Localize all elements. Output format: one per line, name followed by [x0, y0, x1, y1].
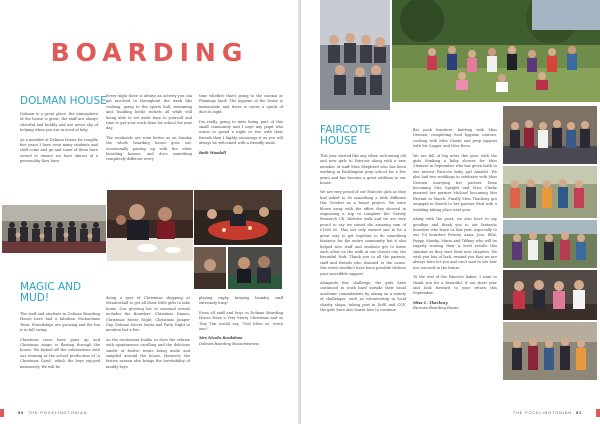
dolman-column-2: [106, 94, 192, 167]
faircote-group-photo-1: [503, 106, 597, 164]
paragraph: As the excitement builds so does the volume with spontaneous carolling and the delicious smells of festive treats being made and sampled around the house. However, the festive season also brings the inevitability of muddy boys: [106, 337, 190, 369]
right-footer: [513, 410, 586, 415]
left-footer: [14, 410, 87, 415]
paragraph: To the rest of the Faircote ladies, I want to thank you for a beautiful, if not short year and look forward to your return this September.: [413, 275, 497, 296]
paragraph: doing a spot of Christmas shopping at Meadowhall to get all those little gifts to take home. Our growing list of seasonal events includes the Boarders' Christmas Dinner, Christmas Movie Night, Christmas Jumper Day, Dolman Secret Santa and Party Night to mention but a few.: [106, 296, 190, 333]
paragraph: Alongside this challenge, the girls have continued to work hard outside their usual academic commitments by taking on a variety of challenges, such as volunteering in local charity shops, taking part in DofE and CCF, the girls have also learnt how to continue: [320, 280, 406, 312]
signature: Beth Woodall: [199, 150, 226, 155]
faircote-group-photo-3: [503, 220, 597, 268]
dolman-dinner-photo: [107, 190, 193, 261]
left-page: [0, 0, 299, 424]
magic-and-mud-heading: [20, 282, 81, 304]
paragraph: Along with the good, we also have to say goodbye and thank you to our fantastic boarders who leave us this year, especially to our U6 boarders Pewtey, Anna, Jess, Ellie, Poppy, Maisky, Maria and Tiffany who will be eagerly waiting their A level results this summer as they start their new chapters. We wish you lots of luck, remind you that we are always here for you and can't wait to see how you succeed in the future.: [413, 217, 497, 270]
heading-line: HOUSE: [320, 135, 358, 147]
faircote-house-heading: [320, 125, 371, 147]
paragraph: The staff and students in Dolman Boarding House have had a fabulous Michaelmas Term. Friendships are growing and the fun is in full swing.: [20, 312, 100, 333]
paragraph: We are very proud of our Faircote girls as they had asked to do something a little different this October as a house project. We were blown away with the effort they showed in organising a trip to complete the Gravity Research UK 5kMetre walk and we are very proud to say we raised the amazing sum of £1000.00. This not only earned one to be a great way to get together to do something fantastic for the entire community but it also helped new staff and students get to know each other on the walk at our closest city, the beautiful York. Thank you to all the parents, staff and friends who donated to the cause. this event wouldn't have been possible without your incredible support.: [320, 190, 406, 276]
page-title: BOARDING: [50, 38, 249, 67]
dolman-students-photo: [228, 247, 282, 289]
dolman-group-photo: [2, 205, 106, 253]
faircote-group-photo-2: [503, 166, 597, 218]
paragraph: I'm really going to miss being part of this small community and I urge any pupil who wants to spend a night or two with their friends then I highly encourage it as you will always be welcomed with a friendly smile.: [199, 119, 283, 146]
signature-role: Dolman Boarding Housemistress: [199, 341, 260, 346]
paragraph: As a member of Dolman House for roughly five years I have seen many students and staff come and go and some of them have vowed to ensure we have almost of a personality they have.: [20, 137, 99, 164]
paragraph: The weekends are even better as on Sunday the whole boarding house goes out, occasionally pairing up with the other boarding houses, and does something completely different every: [106, 135, 192, 162]
right-page: [301, 0, 600, 424]
faircote-column-1: [320, 154, 406, 317]
paragraph: We are full of big news this year, with the girls thinking a baby shower for Miss Clement in September who has given birth to our newest Faircote baby girl Amabel. We also had two weddings to celebrate with Miss Dewsen marrying her partner Dean becoming Mrs Speight and Miss Clarke married her partner Michael becoming Mrs Farrant in March. Finally Miss Thackray got engaged in March to her partner Paul with a wedding taking place next year.: [413, 153, 497, 212]
faircote-column-2: [413, 128, 497, 316]
paragraph: Christmas trees have gone up and Christmas magic is flowing through the house. We kicked off the celebrations with our evening at the school production of 'A Christmas Carol', which the boys enjoyed immensely. We will be: [20, 337, 100, 369]
paragraph: From all staff and boys in Dolman Boarding House Have a Very Merry Christmas and as Tiny Tim would say, "God bless us, every one!": [199, 310, 283, 332]
dolman-festive-photo: [194, 190, 282, 245]
paragraph: playing rugby keeping laundry staff extremely busy!: [199, 296, 283, 306]
heading-line: MAGIC AND: [20, 281, 82, 293]
page-number: 50: [18, 410, 25, 415]
footer-text: THE POCKLINGTONIAN: [28, 410, 88, 415]
faircote-top-left-photo: [320, 0, 390, 110]
magic-column-2: [106, 296, 190, 374]
heading-line: MUD!: [20, 292, 50, 304]
signature: Mrs Nicola Bradshaw: [199, 336, 243, 341]
paragraph: Dolman is a great place, the atmosphere of the house is great, the staff are always cheerful and bubbly and are never shy of helping when you are in need of help.: [20, 112, 98, 133]
paragraph: flat pack furniture, knitting with Miss Dewsen, completing food hygiene courses, cooking with Miss Clarke and prep support with Mr Capper and Miss Reva.: [413, 128, 497, 149]
paragraph: This year started like any other, welcoming old and new girls to Faircote along with a new member of staff Miss Shepherd who has been working in Pocklington prep school for a few years and has become a great addition to our house.: [320, 154, 406, 186]
dolman-column-1: [20, 112, 98, 169]
faircote-group-photo-5: [503, 322, 597, 380]
paragraph: Every night there is always an activity you can get involved in throughout the week like cooking, going to the sports hall, swimming and, building bottle rockets all while still being able to set aside time to yourself and time to get your work done for school the next day.: [106, 94, 192, 131]
footer-accent-bar: [0, 409, 4, 417]
heading-line: FAIRCOTE: [320, 124, 371, 136]
paragraph: time whether that's going to the cinema or Flamingo land! The hygiene of the house is immaculate and there is never a speck of dust in sight.: [199, 94, 283, 115]
page-number: 51: [575, 410, 582, 415]
footer-text: THE POCKLINGTONIAN: [512, 410, 572, 415]
dolman-room-photo: [194, 247, 226, 289]
faircote-group-photo-4: [503, 270, 597, 320]
magic-column-3: [199, 296, 283, 351]
dolman-house-heading: DOLMAN HOUSE: [20, 95, 107, 107]
signature-role: Faircote Boarding House: [413, 306, 459, 311]
signature: Miss C. Thackray: [413, 300, 448, 305]
dolman-column-3: [199, 94, 283, 160]
faircote-garden-group-photo: [392, 0, 600, 102]
footer-accent-bar: [596, 409, 600, 417]
magic-column-1: [20, 312, 100, 374]
